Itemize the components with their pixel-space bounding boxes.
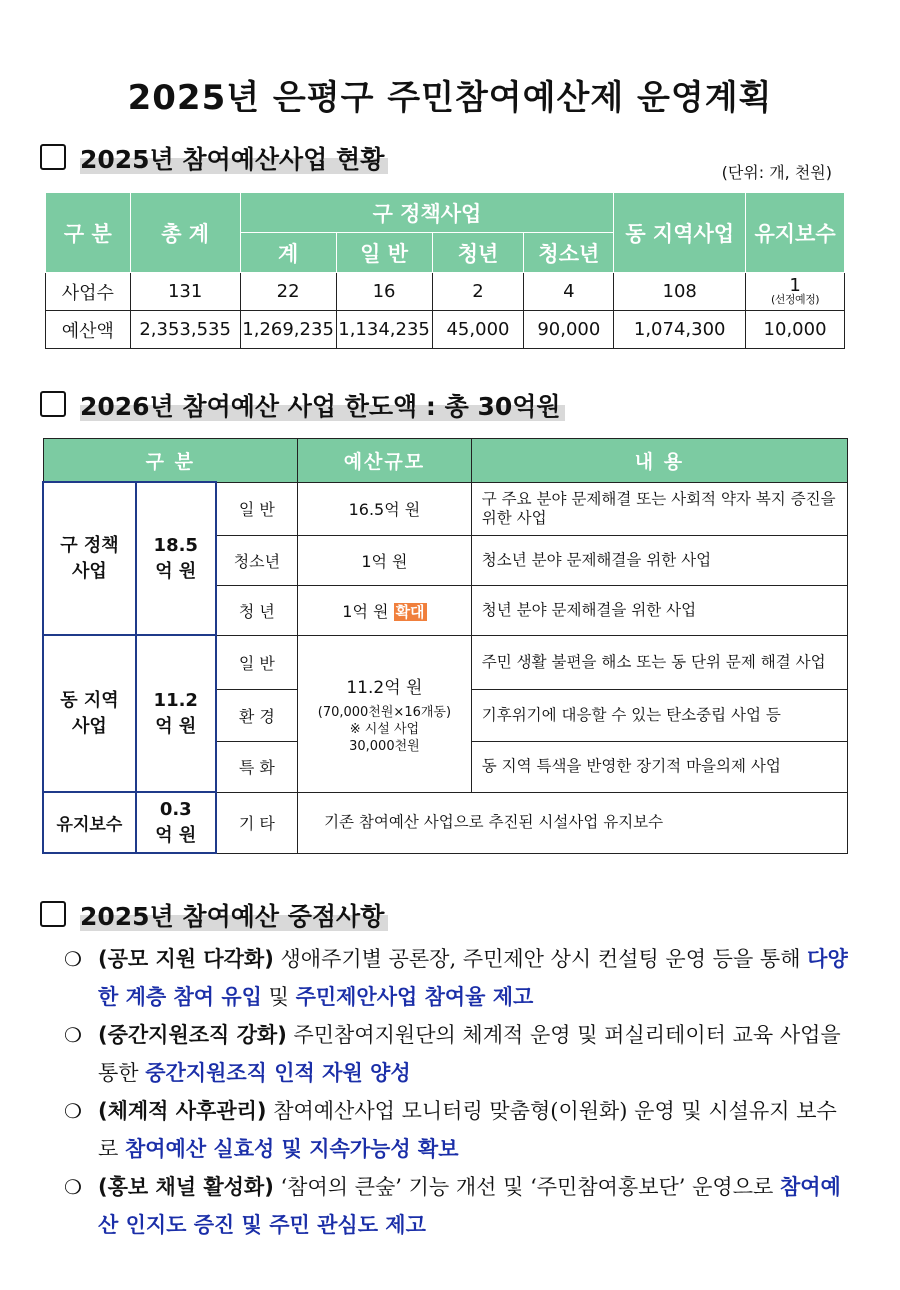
desc-cell: 청소년 분야 문제해결을 위한 사업: [471, 535, 847, 585]
table-cell: 4: [524, 273, 614, 311]
table-row: [46, 311, 845, 349]
limit-table: [42, 438, 848, 854]
bullet-text: 참여예산사업 모니터링 맞춤형(이원화) 운영 및 시설유지 보수로: [98, 1099, 837, 1161]
section2-heading: 2026년 참여예산 사업 한도액 : 총 30억원: [40, 387, 565, 423]
bullet-text: 생애주기별 공론장, 주민제안 상시 컨설팅 운영 등을 통해: [273, 947, 808, 971]
scale-value: 11.2억 원: [346, 677, 423, 698]
header-gubun: 구 분: [46, 193, 131, 273]
table-cell: 1,134,235: [336, 311, 432, 349]
desc-cell: 기후위기에 대응할 수 있는 탄소중립 사업 등: [471, 689, 847, 741]
square-bullet-icon: [40, 144, 66, 170]
bullet-highlight: 중간지원조직 인적 자원 양성: [145, 1061, 411, 1085]
bullet-title: (중간지원조직 강화): [98, 1023, 287, 1047]
table-cell: 90,000: [524, 311, 614, 349]
type-cell: 환 경: [216, 689, 298, 741]
table-cell: 10,000: [746, 311, 845, 349]
header-policy-sub: 청년: [432, 233, 524, 273]
bullet-highlight: 주민제안사업 참여율 제고: [295, 985, 534, 1009]
table-cell: 131: [130, 273, 240, 311]
category-policy: 구 정책 사업: [43, 482, 136, 635]
list-item: [64, 1168, 854, 1244]
cell-note: (선정예정): [771, 292, 820, 306]
row-label: 예산액: [46, 311, 131, 349]
list-item: [64, 1016, 854, 1092]
section3-heading: 2025년 참여예산 중점사항: [40, 897, 388, 933]
table-cell: 1,074,300: [614, 311, 746, 349]
list-item: [64, 940, 854, 1016]
scale-cell: 16.5억 원: [298, 482, 472, 535]
table-cell: 45,000: [432, 311, 524, 349]
circle-bullet-icon: ❍: [64, 1023, 82, 1047]
type-cell: 특 화: [216, 741, 298, 792]
desc-cell: 청년 분야 문제해결을 위한 사업: [471, 585, 847, 635]
table-cell: [746, 273, 845, 311]
table-row: [46, 273, 845, 311]
bullet-title: (홍보 채널 활성화): [98, 1175, 274, 1199]
amount-policy: 18.5 억 원: [136, 482, 216, 635]
desc-cell: 기존 참여예산 사업으로 추진된 시설사업 유지보수: [298, 792, 848, 853]
scale-note: ※ 시설 사업: [349, 721, 420, 737]
type-cell: 기 타: [216, 792, 298, 853]
square-bullet-icon: [40, 391, 66, 417]
scale-note: 30,000천원: [349, 738, 420, 754]
status-table: [45, 192, 845, 349]
table-row: [43, 482, 848, 535]
page-title: 2025년 은평구 주민참여예산제 운영계획: [127, 78, 773, 118]
header-policy: 구 정책사업: [240, 193, 614, 233]
bullet-title: (공모 지원 다각화): [98, 947, 274, 971]
scale-cell: [298, 635, 472, 792]
bullet-highlight: 다양한 계층 참여 유입: [98, 947, 848, 1009]
circle-bullet-icon: ❍: [64, 947, 82, 971]
category-dong: 동 지역 사업: [43, 635, 136, 792]
header-dong: 동 지역사업: [614, 193, 746, 273]
scale-cell: 1억 원: [298, 535, 472, 585]
header-policy-sub: 청소년: [524, 233, 614, 273]
category-maint: 유지보수: [43, 792, 136, 853]
bullet-text: ‘참여의 큰숲’ 기능 개선 및 ‘주민참여홍보단’ 운영으로: [273, 1175, 780, 1199]
cell-value: 1: [789, 274, 801, 296]
table-cell: 2,353,535: [130, 311, 240, 349]
circle-bullet-icon: ❍: [64, 1175, 82, 1199]
desc-cell: 동 지역 특색을 반영한 장기적 마을의제 사업: [471, 741, 847, 792]
scale-value: 1억 원: [342, 601, 389, 621]
header-content: 내 용: [471, 439, 847, 483]
table-row: [43, 792, 848, 853]
header-policy-sub: 계: [240, 233, 336, 273]
section1-heading: 2025년 참여예산사업 현황: [40, 140, 388, 176]
bullet-highlight: 참여예산 인지도 증진 및 주민 관심도 제고: [98, 1175, 841, 1237]
unit-note: (단위: 개, 천원): [721, 163, 832, 182]
header-maint: 유지보수: [746, 193, 845, 273]
amount-maint: 0.3 억 원: [136, 792, 216, 853]
type-cell: 일 반: [216, 635, 298, 689]
bullet-highlight: 참여예산 실효성 및 지속가능성 확보: [124, 1137, 459, 1161]
header-gubun: 구 분: [43, 439, 298, 483]
table-cell: 1,269,235: [240, 311, 336, 349]
scale-cell: [298, 585, 472, 635]
type-cell: 청소년: [216, 535, 298, 585]
type-cell: 일 반: [216, 482, 298, 535]
expand-badge: 확대: [395, 602, 425, 621]
table-cell: 108: [614, 273, 746, 311]
square-bullet-icon: [40, 901, 66, 927]
header-total: 총 계: [130, 193, 240, 273]
amount-dong: 11.2 억 원: [136, 635, 216, 792]
desc-cell: 구 주요 분야 문제해결 또는 사회적 약자 복지 증진을 위한 사업: [471, 482, 847, 535]
table-row: [43, 635, 848, 689]
bullet-text: 및: [261, 985, 296, 1009]
table-cell: 22: [240, 273, 336, 311]
bullet-title: (체계적 사후관리): [98, 1099, 267, 1123]
bullet-text: 주민참여지원단의 체계적 운영 및 퍼실리테이터 교육 사업을 통한: [98, 1023, 841, 1085]
table-cell: 16: [336, 273, 432, 311]
type-cell: 청 년: [216, 585, 298, 635]
list-item: [64, 1092, 854, 1168]
row-label: 사업수: [46, 273, 131, 311]
desc-cell: 주민 생활 불편을 해소 또는 동 단위 문제 해결 사업: [471, 635, 847, 689]
header-scale: 예산규모: [298, 439, 472, 483]
scale-note: (70,000천원×16개동): [317, 704, 452, 720]
circle-bullet-icon: ❍: [64, 1099, 82, 1123]
table-cell: 2: [432, 273, 524, 311]
header-policy-sub: 일 반: [336, 233, 432, 273]
